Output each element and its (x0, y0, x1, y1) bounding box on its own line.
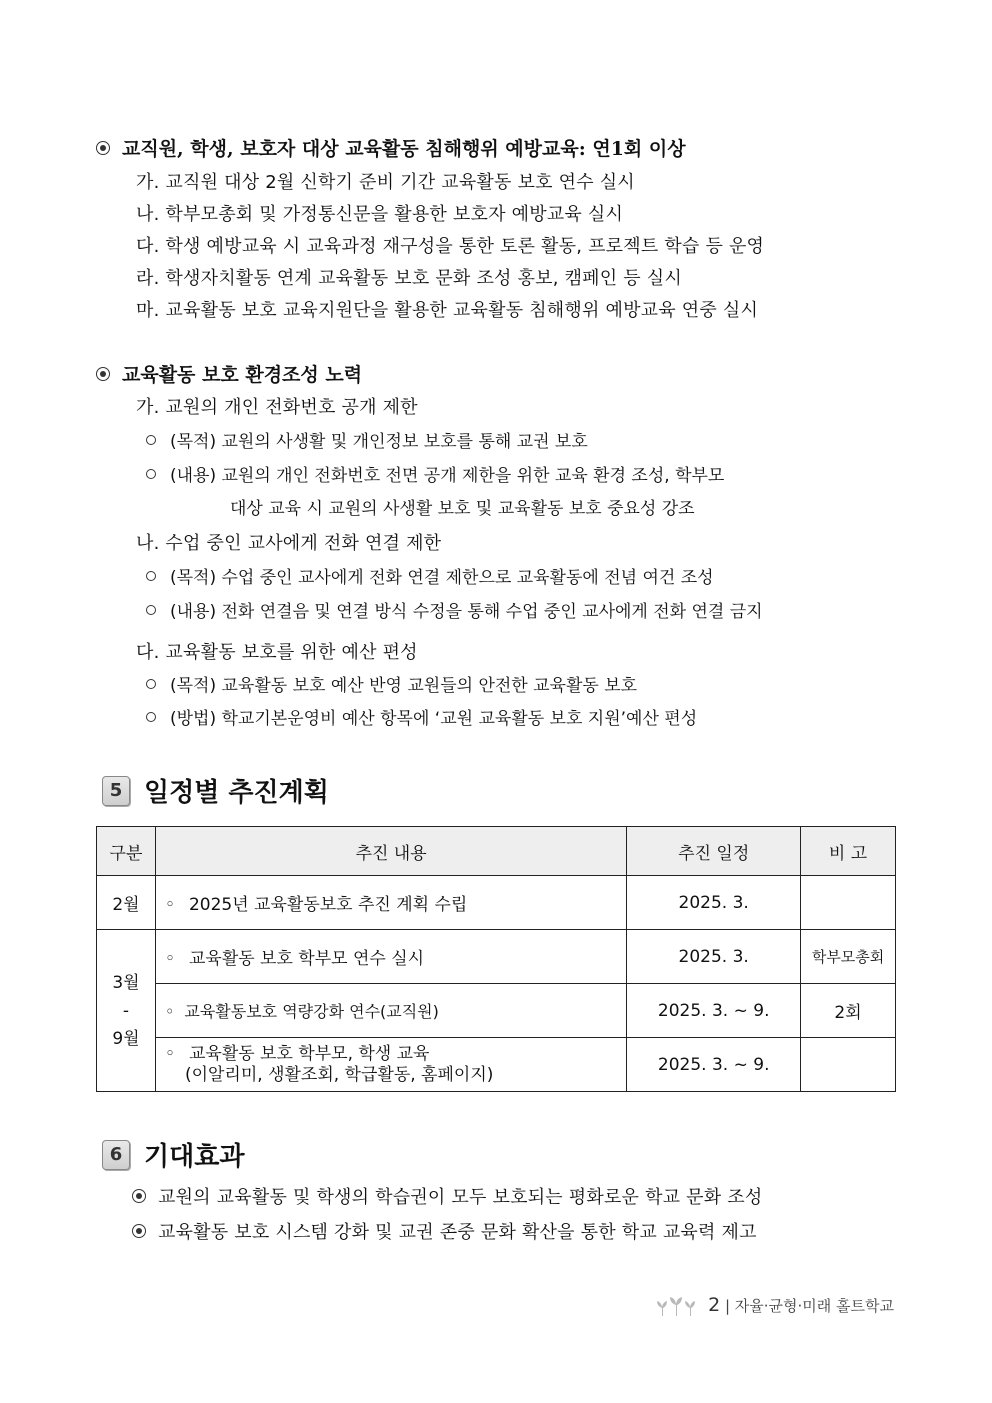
table-header-row (97, 827, 896, 876)
table-row (97, 930, 896, 984)
school-name: | 자율·균형·미래 홀트학교 (724, 1297, 894, 1315)
bullet-line: (목적) 교육활동 보호 예산 반영 교원들의 안전한 교육활동 보호 (146, 671, 637, 696)
header-cell: 구분 (97, 827, 156, 876)
section-6-header (102, 1136, 244, 1173)
schedule-cell: 2025. 3. (627, 930, 801, 984)
schedule-cell: 2025. 3. (627, 876, 801, 930)
schedule-cell: 2025. 3. ~ 9. (627, 984, 801, 1038)
dot-bullet: ◦ (164, 1043, 175, 1064)
section-b-heading: 교육활동 보호 환경조성 노력 (96, 360, 362, 387)
circle-bullet-icon (146, 712, 156, 722)
bullet-line: (목적) 교원의 사생활 및 개인정보 보호를 통해 교권 보호 (146, 427, 588, 452)
bullet-line-continued: 대상 교육 시 교원의 사생활 보호 및 교육활동 보호 중요성 강조 (230, 499, 695, 519)
schedule-table (96, 826, 896, 1092)
note-cell: 2회 (801, 984, 896, 1038)
subsection-title: 다. 교육활동 보호를 위한 예산 편성 (136, 642, 418, 663)
bullet-icon (132, 1224, 146, 1238)
section-a-item: 가. 교직원 대상 2월 신학기 준비 기간 교육활동 보호 연수 실시 (136, 172, 635, 193)
content-cell: ◦ 교육활동 보호 학부모, 학생 교육 (이알리미, 생활조회, 학급활동, 홈페이지) (155, 1038, 626, 1092)
table-row (97, 1038, 896, 1092)
circle-bullet-icon (146, 435, 156, 445)
bullet-line: (목적) 수업 중인 교사에게 전화 연결 제한으로 교육활동에 전념 여건 조성 (146, 563, 714, 588)
circle-bullet-icon (146, 679, 156, 689)
circle-bullet-icon (146, 469, 156, 479)
dot-bullet: ◦ (164, 895, 175, 915)
content-cell: ◦ 2025년 교육활동보호 추진 계획 수립 (155, 876, 626, 930)
section-a-heading: 교직원, 학생, 보호자 대상 교육활동 침해행위 예방교육: 연1회 이상 (96, 134, 686, 161)
section-a-item: 라. 학생자치활동 연계 교육활동 보호 문화 조성 홍보, 캠페인 등 실시 (136, 268, 682, 289)
note-cell (801, 1038, 896, 1092)
header-cell: 추진 일정 (627, 827, 801, 876)
content-cell: ◦ 교육활동보호 역량강화 연수(교직원) (155, 984, 626, 1038)
subsection-title: 나. 수업 중인 교사에게 전화 연결 제한 (136, 533, 442, 554)
bullet-line: (내용) 전화 연결음 및 연결 방식 수정을 통해 수업 중인 교사에게 전화 연결 금지 (146, 597, 763, 622)
header-cell: 비 고 (801, 827, 896, 876)
header-cell: 추진 내용 (155, 827, 626, 876)
schedule-cell: 2025. 3. ~ 9. (627, 1038, 801, 1092)
circle-bullet-icon (146, 605, 156, 615)
section-number-badge: 6 (102, 1140, 130, 1170)
circle-bullet-icon (146, 571, 156, 581)
note-cell (801, 876, 896, 930)
subsection-title: 가. 교원의 개인 전화번호 공개 제한 (136, 397, 418, 418)
table-row (97, 876, 896, 930)
section-5-header (102, 772, 329, 809)
dot-bullet: ◦ (164, 949, 175, 969)
period-cell: 2월 (97, 876, 156, 930)
section-a-item: 다. 학생 예방교육 시 교육과정 재구성을 통한 토론 활동, 프로젝트 학습 등 운영 (136, 236, 765, 257)
section-a-item: 마. 교육활동 보호 교육지원단을 활용한 교육활동 침해행위 예방교육 연중 실시 (136, 300, 759, 321)
section-title: 일정별 추진계획 (144, 778, 329, 808)
bullet-icon (96, 367, 110, 381)
bullet-icon (132, 1189, 146, 1203)
note-cell: 학부모총회 (801, 930, 896, 984)
page-number: 2 (708, 1294, 721, 1316)
section-number-badge: 5 (102, 776, 130, 806)
content-cell: ◦ 교육활동 보호 학부모 연수 실시 (155, 930, 626, 984)
dot-bullet: ◦ (164, 1002, 175, 1021)
table-row (97, 984, 896, 1038)
effect-item: 교육활동 보호 시스템 강화 및 교권 존중 문화 확산을 통한 학교 교육력 제고 (132, 1218, 757, 1244)
sprout-logo-icon (655, 1296, 699, 1318)
page-footer (655, 1294, 894, 1318)
bullet-line: (방법) 학교기본운영비 예산 항목에 ‘교원 교육활동 보호 지원’예산 편성 (146, 704, 697, 729)
period-cell: 3월 - 9월 (97, 930, 156, 1092)
section-a-item: 나. 학부모총회 및 가정통신문을 활용한 보호자 예방교육 실시 (136, 204, 624, 225)
bullet-line: (내용) 교원의 개인 전화번호 전면 공개 제한을 위한 교육 환경 조성, 학부모 (146, 461, 724, 486)
section-title: 기대효과 (144, 1142, 245, 1172)
bullet-icon (96, 141, 110, 155)
effect-item: 교원의 교육활동 및 학생의 학습권이 모두 보호되는 평화로운 학교 문화 조성 (132, 1183, 762, 1209)
